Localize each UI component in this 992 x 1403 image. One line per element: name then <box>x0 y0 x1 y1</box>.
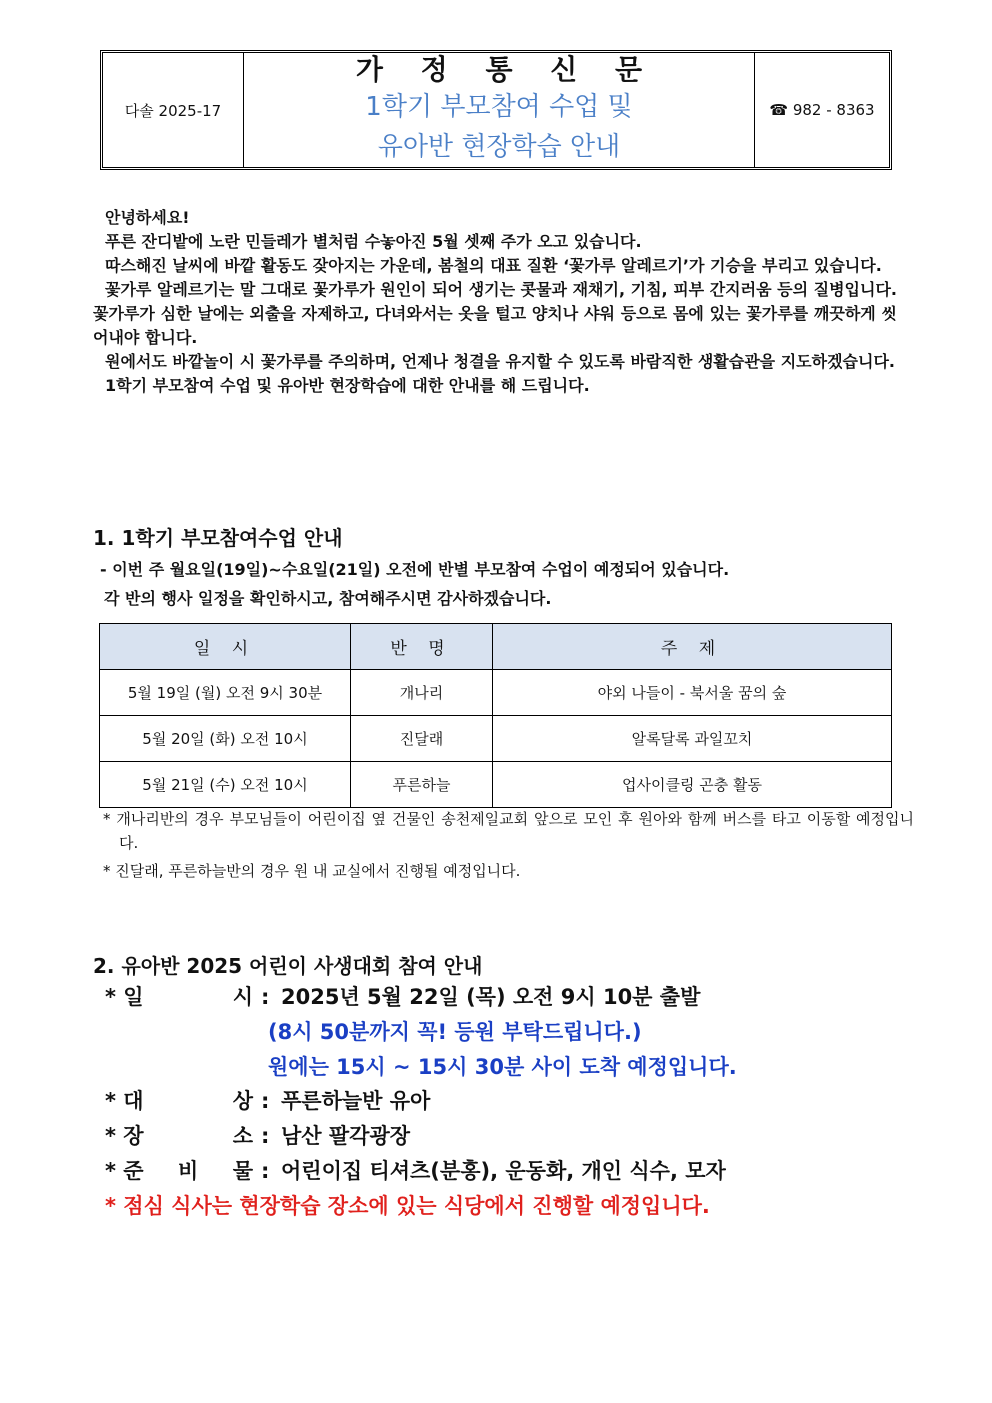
prep-row <box>105 1154 726 1188</box>
newsletter-header <box>100 50 892 170</box>
target-value: 푸른하늘반 유아 <box>281 1089 431 1113</box>
date-row <box>105 980 700 1014</box>
header-topic: 주 제 <box>493 624 892 670</box>
colon: : <box>261 1089 270 1113</box>
colon: : <box>261 1159 270 1183</box>
place-value: 남산 팔각광장 <box>281 1124 411 1148</box>
date-note-1: (8시 50분까지 꼭! 등원 부탁드립니다.) <box>268 1020 642 1044</box>
section1-title: 1. 1학기 부모참여수업 안내 <box>93 526 343 550</box>
header-class: 반 명 <box>351 624 493 670</box>
table-row <box>100 762 892 808</box>
target-label <box>105 1084 253 1118</box>
date-note-2: 원에는 15시 ~ 15시 30분 사이 도착 예정입니다. <box>268 1055 737 1079</box>
prep-label <box>105 1154 253 1188</box>
table-header-row <box>100 624 892 670</box>
intro-greeting: 안녕하세요! <box>105 208 190 227</box>
table-note-1: * 개나리반의 경우 부모님들이 어린이집 옆 건물인 송천제일교회 앞으로 모인 후 원아와 함께 버스를 타고 이동할 예정입니다. <box>103 810 914 852</box>
colon: : <box>261 1124 270 1148</box>
label-part: 시 <box>232 985 253 1009</box>
cell-class: 진달래 <box>351 716 493 762</box>
intro-paragraph: 1학기 부모참여 수업 및 유아반 현장학습에 대한 안내를 해 드립니다. <box>105 376 590 395</box>
cell-datetime: 5월 19일 (월) 오전 9시 30분 <box>100 670 351 716</box>
table-row <box>100 670 892 716</box>
cell-datetime: 5월 20일 (화) 오전 10시 <box>100 716 351 762</box>
target-row <box>105 1084 430 1118</box>
header-title-block <box>244 53 755 167</box>
label-part: * 준 <box>105 1159 144 1183</box>
colon: : <box>261 985 270 1009</box>
cell-topic: 업사이클링 곤충 활동 <box>493 762 892 808</box>
label-part: * 장 <box>105 1124 144 1148</box>
cell-datetime: 5월 21일 (수) 오전 10시 <box>100 762 351 808</box>
doc-number: 다솔 2025-17 <box>103 53 244 167</box>
cell-topic: 알록달록 과일꼬치 <box>493 716 892 762</box>
label-part: 상 <box>232 1089 253 1113</box>
intro-text <box>93 206 897 398</box>
date-value: 2025년 5월 22일 (목) 오전 9시 10분 출발 <box>281 985 701 1009</box>
place-label <box>105 1119 253 1153</box>
page-title: 가 정 통 신 문 <box>355 53 657 86</box>
section1-line2: 각 반의 행사 일정을 확인하시고, 참여해주시면 감사하겠습니다. <box>104 589 552 608</box>
section2-title: 2. 유아반 2025 어린이 사생대회 참여 안내 <box>93 954 483 978</box>
intro-paragraph: 꽃가루 알레르기는 말 그대로 꽃가루가 원인이 되어 생기는 콧물과 재채기, 기침, 피부 간지러움 등의 질병입니다. 꽃가루가 심한 날에는 외출을 자제하고, 다녀와서는 옷을 털고 양치나 샤워 등으로 몸에 있는 꽃가루를 깨끗하게 씻어내야 합니다. <box>93 280 897 347</box>
intro-paragraph: 푸른 잔디밭에 노란 민들레가 별처럼 수놓아진 5월 셋째 주가 오고 있습니다. <box>105 232 642 251</box>
label-part: * 대 <box>105 1089 144 1113</box>
label-part: 비 <box>178 1159 199 1183</box>
prep-value: 어린이집 티셔츠(분홍), 운동화, 개인 식수, 모자 <box>281 1159 726 1183</box>
phone-number: ☎ 982 - 8363 <box>769 101 875 119</box>
label-part: 소 <box>232 1124 253 1148</box>
table-row <box>100 716 892 762</box>
table-note-2: * 진달래, 푸른하늘반의 경우 원 내 교실에서 진행될 예정입니다. <box>103 862 521 880</box>
cell-class: 개나리 <box>351 670 493 716</box>
cell-class: 푸른하늘 <box>351 762 493 808</box>
date-label <box>105 980 253 1014</box>
intro-paragraph: 원에서도 바깥놀이 시 꽃가루를 주의하며, 언제나 청결을 유지할 수 있도록 바람직한 생활습관을 지도하겠습니다. <box>105 352 895 371</box>
label-part: * 일 <box>105 985 144 1009</box>
page-subtitle-2: 유아반 현장학습 안내 <box>377 132 621 162</box>
page-subtitle-1: 1학기 부모참여 수업 및 <box>365 92 633 122</box>
label-part: 물 <box>232 1159 253 1183</box>
header-datetime: 일 시 <box>100 624 351 670</box>
place-row <box>105 1119 410 1153</box>
section1-line1: - 이번 주 월요일(19일)~수요일(21일) 오전에 반별 부모참여 수업이 예정되어 있습니다. <box>100 560 730 579</box>
intro-paragraph: 따스해진 날씨에 바깥 활동도 잦아지는 가운데, 봄철의 대표 질환 ‘꽃가루 알레르기’가 기승을 부리고 있습니다. <box>105 256 882 275</box>
cell-topic: 야외 나들이 - 북서울 꿈의 숲 <box>493 670 892 716</box>
schedule-table <box>99 623 892 808</box>
lunch-note: * 점심 식사는 현장학습 장소에 있는 식당에서 진행할 예정입니다. <box>105 1194 710 1218</box>
